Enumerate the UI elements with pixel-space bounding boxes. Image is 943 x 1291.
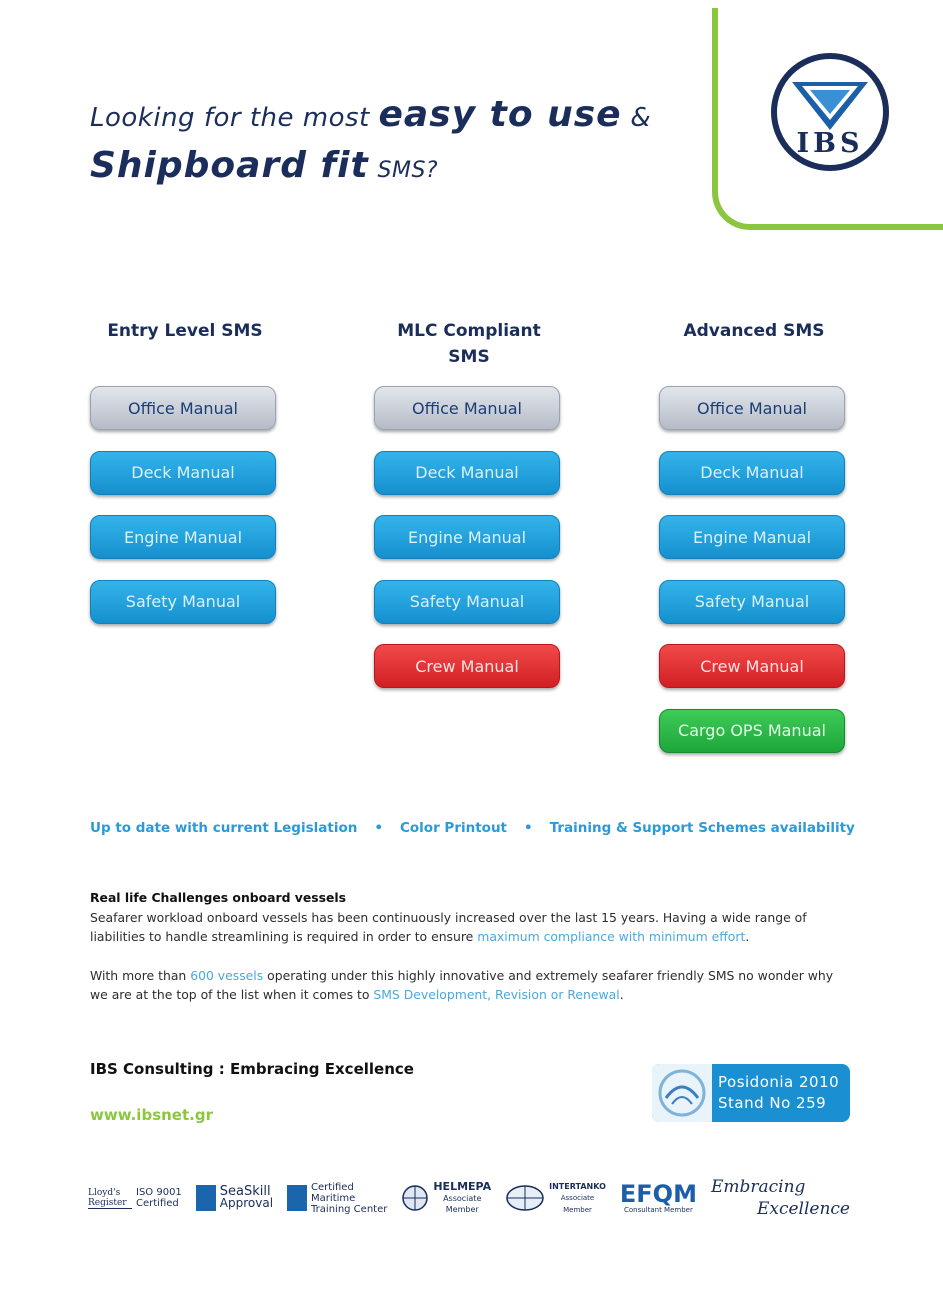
separator: • (374, 820, 383, 836)
badge-line-2: Stand No 259 (718, 1094, 827, 1112)
lloyds-register-logo: Lloyd's Register (88, 1188, 132, 1209)
intertanko-globe-icon (505, 1184, 545, 1212)
iso-line-2: Certified (136, 1198, 179, 1209)
seaskill-line-1: SeaSkill (219, 1184, 271, 1199)
logo-text: IBS (796, 128, 864, 159)
deck-manual-button[interactable]: Deck Manual (374, 451, 560, 495)
ibs-logo (770, 52, 890, 172)
column-title: MLC Compliant SMS (397, 321, 541, 367)
seaskill-cert (196, 1185, 273, 1211)
safety-manual-button[interactable]: Safety Manual (659, 580, 845, 624)
engine-manual-button[interactable]: Engine Manual (374, 515, 560, 559)
iso-text (136, 1187, 182, 1209)
deck-manual-button[interactable]: Deck Manual (659, 451, 845, 495)
tagline: IBS Consulting : Embracing Excellence (90, 1060, 414, 1078)
engine-manual-button[interactable]: Engine Manual (659, 515, 845, 559)
headline-line1-post: & (630, 103, 652, 133)
training-text (311, 1182, 387, 1215)
engine-manual-button[interactable]: Engine Manual (90, 515, 276, 559)
intertanko-text (549, 1181, 606, 1216)
column-mlc-compliant (374, 318, 564, 709)
iso-line-1: ISO 9001 (136, 1187, 182, 1198)
body-paragraph-1 (90, 908, 850, 947)
lloyds-iso-cert (88, 1187, 182, 1209)
text: . (745, 929, 750, 944)
seaskill-text (220, 1186, 273, 1210)
posidonia-badge (652, 1064, 850, 1122)
column-advanced (659, 318, 849, 774)
certification-logos (88, 1172, 850, 1224)
training-line-3: Training Center (311, 1203, 388, 1215)
seaskill-line-2: Approval (219, 1196, 274, 1210)
office-manual-button[interactable]: Office Manual (659, 386, 845, 430)
features-strip (90, 820, 855, 836)
feature-color-printout: Color Printout (399, 820, 508, 836)
body-heading: Real life Challenges onboard vessels (90, 890, 347, 905)
intertanko-line-2: Associate (560, 1193, 595, 1202)
headline-line2-post: SMS? (377, 158, 439, 183)
headline-line1-pre: Looking for the most (90, 103, 370, 133)
column-title: Entry Level SMS (107, 321, 263, 341)
deck-manual-button[interactable]: Deck Manual (90, 451, 276, 495)
crew-manual-button[interactable]: Crew Manual (374, 644, 560, 688)
helmepa-text (433, 1181, 491, 1215)
intertanko-cert (505, 1181, 606, 1216)
posidonia-emblem (652, 1064, 712, 1122)
safety-manual-button[interactable]: Safety Manual (90, 580, 276, 624)
efqm-subtext: Consultant Member (623, 1206, 693, 1214)
maritime-training-cert (287, 1182, 387, 1215)
helmepa-cert (401, 1181, 491, 1215)
intertanko-line-3: Member (563, 1205, 592, 1214)
badge-line-1: Posidonia 2010 (718, 1073, 840, 1091)
cargo-ops-manual-button[interactable]: Cargo OPS Manual (659, 709, 845, 753)
globe-icon (401, 1184, 429, 1212)
headline (90, 92, 651, 196)
efqm-cert (620, 1182, 697, 1214)
text: operating under this highly innovative and extremely seafarer friendly SMS no wonder why we are at the top of the list when it comes to (90, 967, 834, 1002)
office-manual-button[interactable]: Office Manual (90, 386, 276, 430)
separator: • (524, 820, 533, 836)
training-icon (287, 1185, 307, 1211)
column-title: Advanced SMS (683, 321, 825, 341)
headline-line1-emph: easy to use (378, 94, 622, 135)
body-paragraph-2 (90, 966, 850, 1005)
script-line-1: Embracing (710, 1177, 806, 1197)
office-manual-button[interactable]: Office Manual (374, 386, 560, 430)
feature-training-support: Training & Support Schemes availability (549, 820, 855, 836)
highlight: maximum compliance with minimum effort (477, 929, 746, 944)
helmepa-line-3: Member (445, 1205, 479, 1214)
training-line-2: Maritime (311, 1192, 356, 1204)
helmepa-line-1: HELMEPA (433, 1180, 492, 1193)
training-line-1: Certified (311, 1181, 354, 1193)
seaskill-icon (196, 1185, 216, 1211)
efqm-logo: EFQM (619, 1180, 697, 1208)
text: Seafarer workload onboard vessels has been continuously increased over the last 15 years. Having a wide range of liabilities to handle streamlining is required in order to ensure (90, 909, 807, 944)
headline-line2-emph: Shipboard fit (90, 145, 369, 186)
embracing-excellence-script (711, 1176, 850, 1220)
highlight: SMS Development, Revision or Renewal (373, 987, 620, 1002)
website-link[interactable]: www.ibsnet.gr (90, 1106, 213, 1124)
feature-legislation: Up to date with current Legislation (90, 820, 358, 836)
crew-manual-button[interactable]: Crew Manual (659, 644, 845, 688)
text: With more than (90, 967, 191, 983)
intertanko-line-1: INTERTANKO (549, 1181, 606, 1191)
safety-manual-button[interactable]: Safety Manual (374, 580, 560, 624)
body-text (90, 888, 850, 1024)
highlight: 600 vessels (190, 967, 264, 983)
helmepa-line-2: Associate (443, 1194, 482, 1203)
text: . (619, 987, 624, 1002)
script-line-2: Excellence (756, 1199, 850, 1219)
column-entry-level (90, 318, 280, 644)
